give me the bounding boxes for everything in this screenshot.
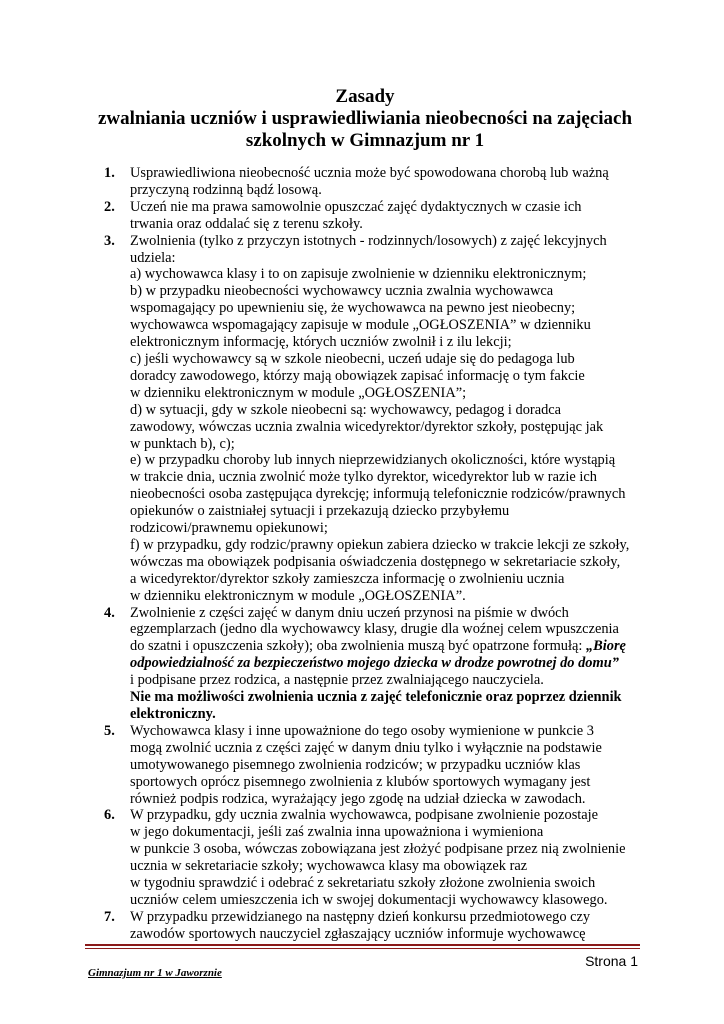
footer-school-name: Gimnazjum nr 1 w Jaworznie <box>88 967 222 979</box>
rule-number: 5. <box>104 722 115 739</box>
rule-text-line: Usprawiedliwiona nieobecność ucznia może być spowodowana chorobą lub ważną <box>130 165 609 181</box>
rule-text-line: i podpisane przez rodzica, a następnie przez zwalniającego nauczyciela. <box>130 672 544 689</box>
rule-text-line: zawodowy, wówczas ucznia zwalnia wicedyrektor/dyrektor szkoły, postępując jak <box>130 418 604 435</box>
rule-text-line: ucznia w sekretariacie szkoły; wychowawca klasy ma obowiązek raz <box>130 858 528 875</box>
rule-text-line: trwania oraz oddalać się z terenu szkoły. <box>130 215 363 232</box>
rule-text-line: W przypadku, gdy ucznia zwalnia wychowawca, podpisane zwolnienie pozostaje <box>130 807 599 824</box>
rule-text-line: elektroniczny. <box>130 706 216 722</box>
rule-text-line: Wychowawca klasy i inne upoważnione do tego osoby wymienione w punkcie 3 <box>130 722 594 739</box>
rule-text-line: Uczeń nie ma prawa samowolnie opuszczać zajęć dydaktycznych w czasie ich <box>130 198 582 215</box>
rule-number: 1. <box>104 165 115 181</box>
rule-text-line: Zwolnienie z części zajęć w danym dniu uczeń przynosi na piśmie w dwóch <box>130 604 569 621</box>
rule-text-line: uczniów celem umieszczenia ich w swojej dokumentacji wychowawcy klasowego. <box>130 891 608 908</box>
rule-text-line: Zwolnienia (tylko z przyczyn istotnych - rodzinnych/losowych) z zajęć lekcyjnych <box>130 232 607 249</box>
rule-item <box>104 807 644 908</box>
rule-text-line: do szatni i opuszczenia szkoły); oba zwolnienia muszą być opatrzone formułą: „Biorę <box>130 638 626 655</box>
rule-text-line: przyczyną rodzinną bądź losową. <box>130 181 322 198</box>
rule-number: 6. <box>104 807 115 824</box>
rule-text-line: w dzienniku elektronicznym w module „OGŁOSZENIA”; <box>130 384 467 401</box>
rule-text-line: w punktach b), c); <box>130 435 235 452</box>
rules-list <box>104 165 644 943</box>
rule-text-line: sportowych oprócz pisemnego zwolnienia z klubów sportowych wymagany jest <box>130 773 591 790</box>
rule-item <box>104 605 644 723</box>
rule-item <box>104 909 644 943</box>
document-title <box>60 86 670 152</box>
rule-text-line: a) wychowawca klasy i to on zapisuje zwolnienie w dzienniku elektronicznym; <box>130 266 587 283</box>
footer-rule <box>85 944 640 946</box>
rule-text-line: elektronicznym informację, których uczniów zwolnił i z ilu lekcji; <box>130 334 512 351</box>
rule-number: 3. <box>104 232 115 249</box>
rule-text-line: f) w przypadku, gdy rodzic/prawny opiekun zabiera dziecko w trakcie lekcji ze szkoły, <box>130 536 630 553</box>
title-line-2: zwalniania uczniów i usprawiedliwiania nieobecności na zajęciach <box>97 108 633 129</box>
rule-text-line: a wicedyrektor/dyrektor szkoły zamieszcza informację o zwolnieniu ucznia <box>130 570 565 587</box>
rule-text-line: umotywowanego pisemnego zwolnienia rodziców; w przypadku uczniów klas <box>130 756 581 773</box>
rule-text-line: również podpis rodzica, wyrażający jego zgodę na udział dziecka w zawodach. <box>130 790 586 807</box>
rule-text-line: w dzienniku elektronicznym w module „OGŁOSZENIA”. <box>130 587 466 604</box>
quote-text: „Biorę <box>585 638 626 655</box>
rule-text-line: b) w przypadku nieobecności wychowawcy ucznia zwalnia wychowawca <box>130 283 554 300</box>
rule-item <box>104 233 644 605</box>
rule-text-line: zawodów sportowych nauczyciel zgłaszający uczniów informuje wychowawcę <box>130 925 586 942</box>
rule-text-line: mogą zwolnić ucznia z części zajęć w danym dniu tylko i wyłącznie na podstawie <box>130 739 602 756</box>
page-number: Strona 1 <box>585 953 638 969</box>
footer-rule-thin <box>85 948 640 949</box>
rule-text-line: W przypadku przewidzianego na następny dzień konkursu przedmiotowego czy <box>130 908 591 925</box>
rule-item <box>104 199 644 233</box>
rule-text-line: Nie ma możliwości zwolnienia ucznia z zajęć telefonicznie oraz poprzez dziennik <box>130 689 622 706</box>
rule-text-line: udziela: <box>130 249 176 266</box>
rule-number: 4. <box>104 604 115 621</box>
rule-text-line: wychowawca wspomagający zapisuje w module „OGŁOSZENIA” w dzienniku <box>130 317 591 334</box>
rule-text-line: w trakcie dnia, ucznia zwolnić może tylko dyrektor, wicedyrektor lub w razie ich <box>130 469 597 486</box>
title-line-3: szkolnych w Gimnazjum nr 1 <box>245 130 485 151</box>
rule-text-line: w jego dokumentacji, jeśli zaś zwalnia inna upoważniona i wymieniona <box>130 824 544 841</box>
title-line-1: Zasady <box>335 86 395 107</box>
rule-text-line: e) w przypadku choroby lub innych nieprzewidzianych okoliczności, które wystąpią <box>130 452 616 469</box>
rule-text-line: doradcy zawodowego, którzy mają obowiązek zapisać informację o tym fakcie <box>130 367 585 384</box>
rule-text-line: opiekunów o zaistniałej sytuacji i przekazują dziecko przybyłemu <box>130 503 510 520</box>
rule-text-line: odpowiedzialność za bezpieczeństwo mojego dziecka w drodze powrotnej do domu” <box>130 655 619 672</box>
rule-text-line: wówczas ma obowiązek podpisania oświadczenia dostępnego w sekretariacie szkoły, <box>130 553 621 570</box>
rule-text-line: w tygodniu sprawdzić i odebrać z sekretariatu szkoły złożone zwolnienia swoich <box>130 875 596 892</box>
rule-text-line: c) jeśli wychowawcy są w szkole nieobecni, uczeń udaje się do pedagoga lub <box>130 350 575 367</box>
rule-item <box>104 165 644 199</box>
rule-text-line: wspomagający po upewnieniu się, że wychowawca na pewno jest nieobecny; <box>130 300 576 317</box>
rule-text-line: d) w sytuacji, gdy w szkole nieobecni są: wychowawcy, pedagog i doradca <box>130 401 562 418</box>
rule-number: 7. <box>104 908 115 925</box>
rule-number: 2. <box>104 198 115 215</box>
rule-item <box>104 723 644 808</box>
rule-text-line: w punkcie 3 osoba, wówczas zobowiązana jest złożyć podpisane przez nią zwolnienie <box>130 841 626 858</box>
rule-text-line: nieobecności osoba zastępująca dyrekcję; informują telefonicznie rodziców/prawnych <box>130 486 626 503</box>
rule-text-line: rodzicowi/prawnemu opiekunowi; <box>130 520 328 537</box>
rule-text-line: egzemplarzach (jedno dla wychowawcy klasy, drugie dla woźnej celem wpuszczenia <box>130 621 619 638</box>
